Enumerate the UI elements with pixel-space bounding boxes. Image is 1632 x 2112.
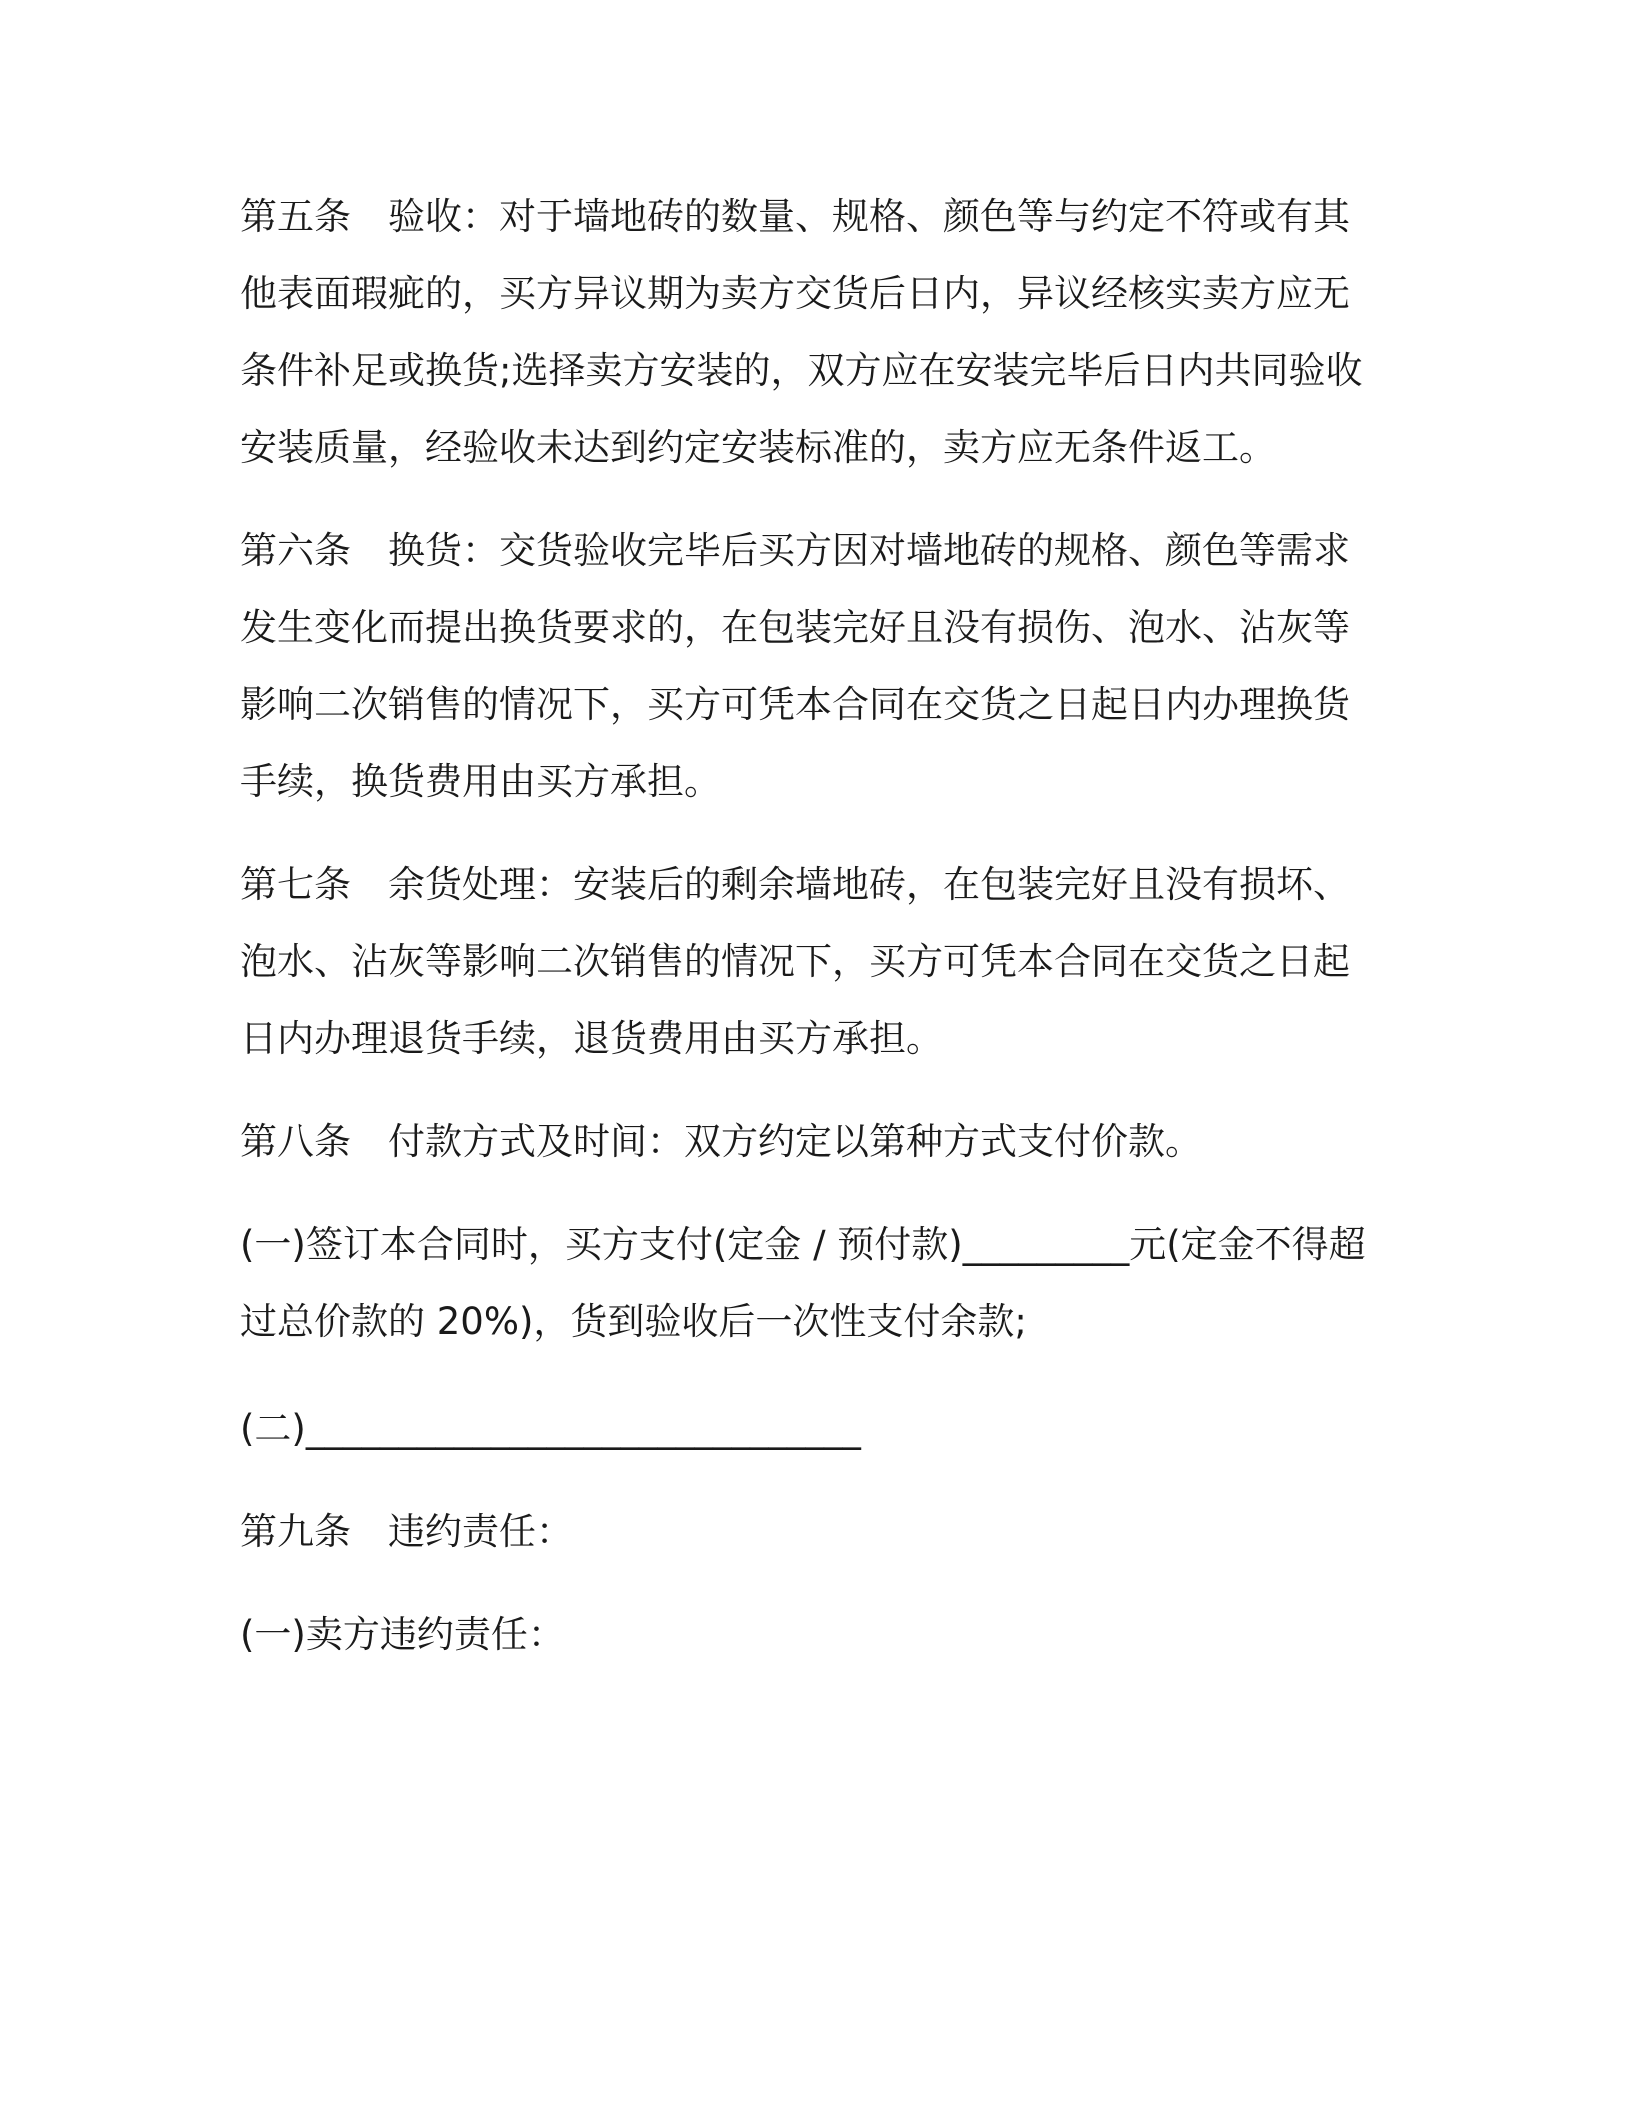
paragraph-line: 影响二次销售的情况下，买方可凭本合同在交货之日起日内办理换货 <box>240 683 1350 726</box>
paragraph-line: 安装质量，经验收未达到约定安装标准的，卖方应无条件返工。 <box>240 426 1276 469</box>
paragraph-line: 条件补足或换货;选择卖方安装的，双方应在安装完毕后日内共同验收 <box>240 349 1363 392</box>
paragraph-spacer <box>240 1077 1390 1103</box>
paragraph-line: 他表面瑕疵的，买方异议期为卖方交货后日内，异议经核实卖方应无 <box>240 272 1350 315</box>
payment-option-1-paragraph <box>240 1206 1390 1360</box>
document-body <box>240 178 1390 1673</box>
paragraph-line: 第六条 换货：交货验收完毕后买方因对墙地砖的规格、颜色等需求 <box>240 529 1350 572</box>
paragraph-line: 手续，换货费用由买方承担。 <box>240 760 721 803</box>
payment-option-2-paragraph <box>240 1390 1390 1467</box>
paragraph-line: (二)______________________________ <box>240 1407 861 1450</box>
paragraph-spacer <box>240 1360 1390 1390</box>
paragraph-spacer <box>240 1467 1390 1493</box>
paragraph-spacer <box>240 820 1390 846</box>
paragraph-line: 第七条 余货处理：安装后的剩余墙地砖，在包装完好且没有损坏、 <box>240 863 1350 906</box>
paragraph-line: (一)卖方违约责任： <box>240 1613 565 1656</box>
paragraph-spacer <box>240 486 1390 512</box>
paragraph-line: (一)签订本合同时，买方支付(定金 / 预付款)_________元(定金不得超 <box>240 1223 1366 1266</box>
article-5-paragraph <box>240 178 1390 486</box>
paragraph-line: 泡水、沾灰等影响二次销售的情况下，买方可凭本合同在交货之日起 <box>240 940 1350 983</box>
paragraph-spacer <box>240 1570 1390 1596</box>
paragraph-line: 第五条 验收：对于墙地砖的数量、规格、颜色等与约定不符或有其 <box>240 195 1350 238</box>
article-8-paragraph <box>240 1103 1390 1180</box>
paragraph-line: 第九条 违约责任： <box>240 1510 573 1553</box>
paragraph-line: 过总价款的 20%)，货到验收后一次性支付余款; <box>240 1300 1027 1343</box>
paragraph-spacer <box>240 1180 1390 1206</box>
article-7-paragraph <box>240 846 1390 1077</box>
paragraph-line: 日内办理退货手续，退货费用由买方承担。 <box>240 1017 943 1060</box>
article-9-paragraph <box>240 1493 1390 1570</box>
article-6-paragraph <box>240 512 1390 820</box>
paragraph-line: 发生变化而提出换货要求的，在包装完好且没有损伤、泡水、沾灰等 <box>240 606 1350 649</box>
paragraph-line: 第八条 付款方式及时间：双方约定以第种方式支付价款。 <box>240 1120 1202 1163</box>
seller-liability-paragraph <box>240 1596 1390 1673</box>
